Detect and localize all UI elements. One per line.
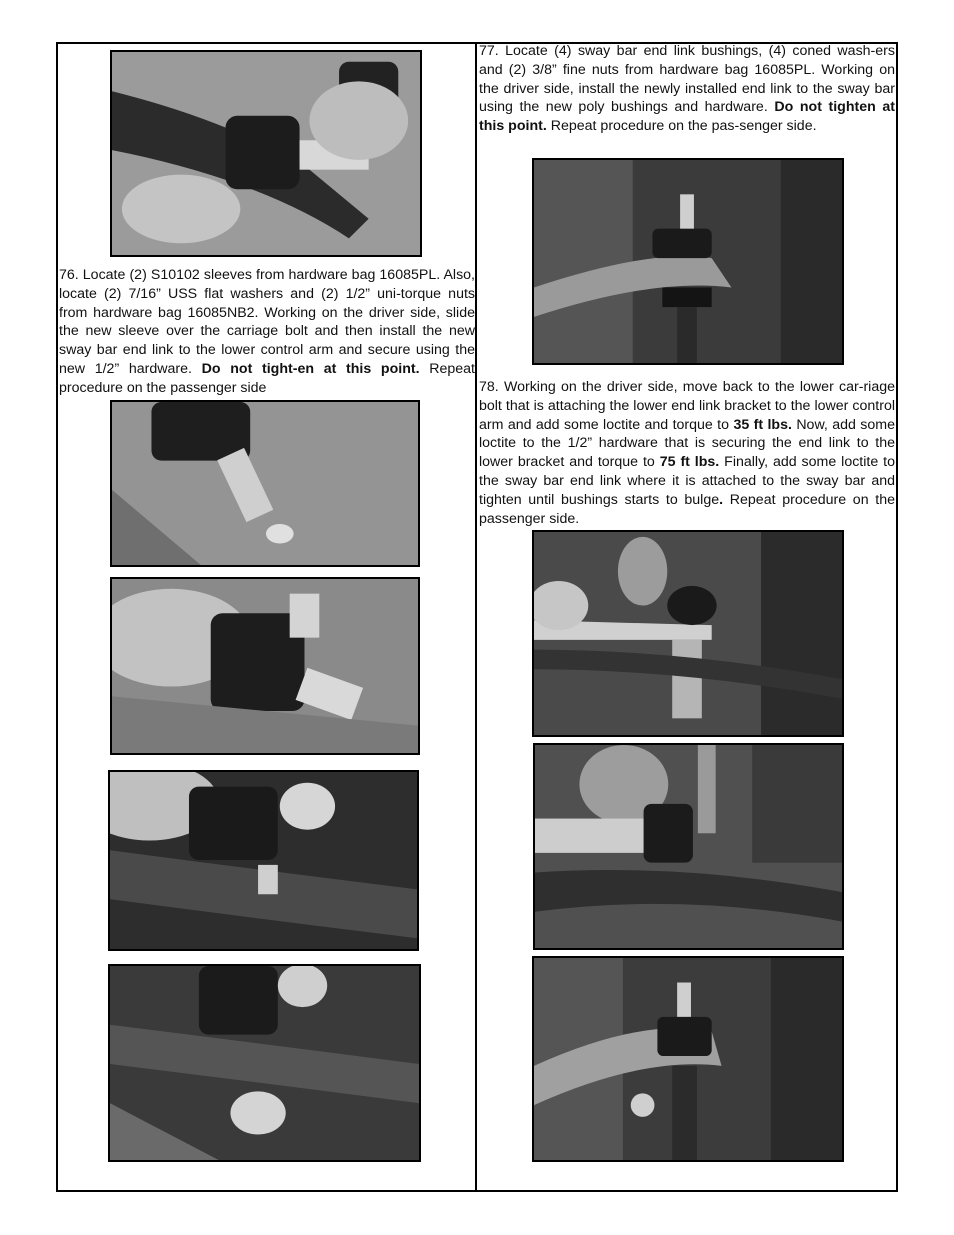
step-77-warning: Do not tighten at this point.	[479, 99, 895, 135]
step-77-closing: Repeat procedure on the pas-senger side.	[550, 118, 817, 135]
photo-sleeve-on-bolt	[110, 400, 420, 567]
photo-end-link-bushing-in-hand	[110, 50, 422, 257]
photo-bolt-under-control-arm	[108, 964, 421, 1162]
step-76-closing: Repeat procedure on the passenger side	[59, 360, 475, 396]
step-77-text	[479, 42, 895, 136]
photo-hardware-installed-in-hand	[110, 577, 420, 755]
column-divider	[475, 42, 477, 1192]
step-78-torque-35: 35 ft lbs.	[733, 416, 792, 433]
step-78-part3: Finally, add some loctite to the sway bar end link where it is attached to the sway bar and tighten until bushings starts to bulge	[479, 454, 895, 508]
photo-torque-wrench-on-control-arm	[532, 530, 844, 737]
photo-link-on-control-arm	[108, 770, 419, 951]
step-76-text	[59, 266, 475, 398]
step-77-intro: 77. Locate (4) sway bar end link bushings, (4) coned wash-ers and (2) 3/8” fine nuts from hardware bag 16085PL. Working on the driver side, install the newly installed end link to the sway bar using the new poly bushings and hardware.	[479, 43, 895, 116]
step-78-period: .	[719, 491, 724, 508]
photo-torque-lower-bracket	[533, 743, 844, 950]
photo-sway-bar-bushing-tightened	[532, 956, 844, 1162]
step-78-closing: Repeat procedure on the passenger side.	[479, 491, 895, 527]
photo-end-link-at-sway-bar	[532, 158, 844, 365]
step-76-warning: Do not tight-en at this point.	[201, 360, 420, 377]
step-78-text	[479, 378, 895, 528]
step-78-part2: Now, add some loctite to the 1/2” hardware that is securing the end link to the lower bracket and torque to	[479, 416, 896, 471]
step-78-torque-75: 75 ft lbs.	[659, 454, 720, 471]
step-76-intro: 76. Locate (2) S10102 sleeves from hardware bag 16085PL. Also, locate (2) 7/16” USS flat washers and (2) 1/2” uni-torque nuts from hardware bag 16085NB2. Working on the driver side, slide the new sleeve over the carriage bolt and then install the new sway bar end link to the lower control arm and secure using the new 1/2” hardware.	[59, 267, 475, 377]
step-78-part1: 78. Working on the driver side, move back to the lower car-riage bolt that is attaching the lower end link bracket to the lower control arm and add some loctite and torque to	[479, 379, 895, 433]
